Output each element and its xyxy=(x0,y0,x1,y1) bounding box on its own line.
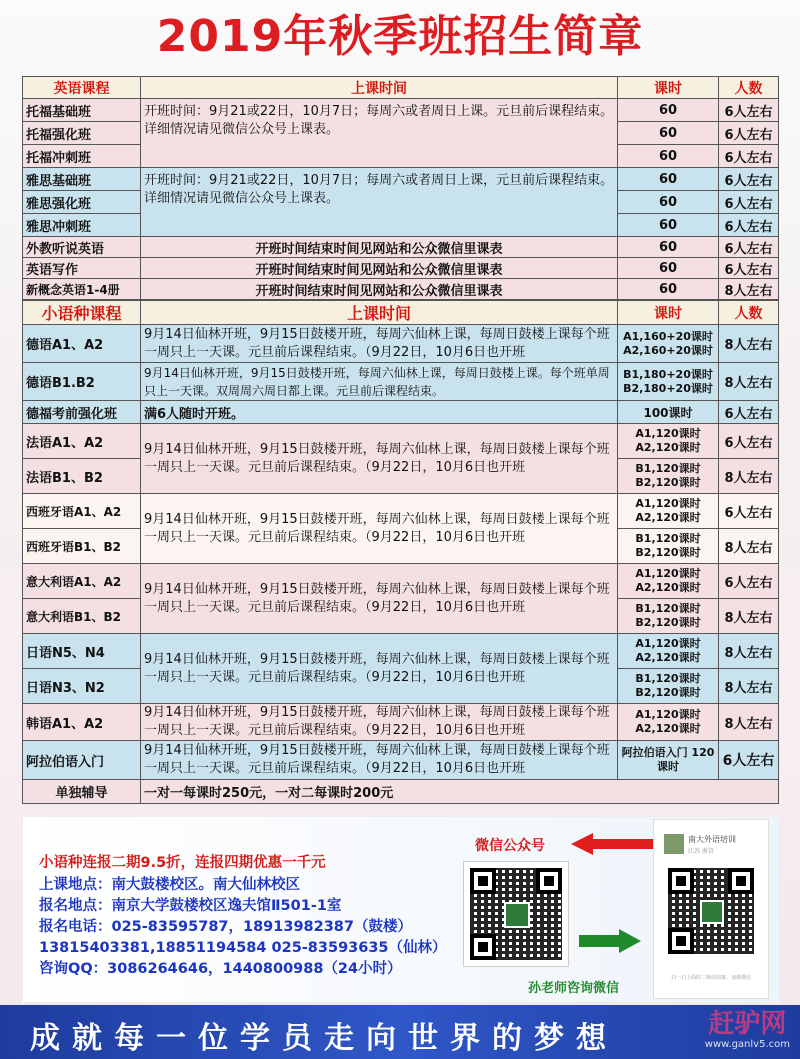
class-location: 上课地点：南大鼓楼校区。南大仙林校区 xyxy=(39,877,300,893)
page-title: 2019年秋季班招生简章 xyxy=(156,11,644,62)
course-people: 6人左右 xyxy=(719,741,779,780)
course-people: 6人左右 xyxy=(719,168,779,191)
course-time: 9月14日仙林开班，9月15日鼓楼开班，每周六仙林上课，每周日鼓楼上课每个班一周只上一天课。元旦前后课程结束。（9月22日，10月6日也开班 xyxy=(141,424,618,494)
course-time: 9月14日仙林开班，9月15日鼓楼开班，每周六仙林上课，每周日鼓楼上课每个班一周只上一天课。元旦前后课程结束。（9月22日，10月6日也开班 xyxy=(141,634,618,704)
course-hours: 60 xyxy=(618,237,719,258)
header-people: 人数 xyxy=(719,77,779,99)
course-people: 6人左右 xyxy=(719,258,779,279)
table-row xyxy=(23,99,779,122)
red-arrow-icon xyxy=(571,833,661,855)
teacher-wechat-card xyxy=(653,819,769,999)
course-hours: 60 xyxy=(618,99,719,122)
english-course-table xyxy=(22,76,779,300)
course-name: 托福强化班 xyxy=(23,122,141,145)
course-name: 德福考前强化班 xyxy=(23,401,141,424)
course-name: 雅思冲刺班 xyxy=(23,214,141,237)
wechat-official-label: 微信公众号 xyxy=(475,838,545,854)
tutor-row xyxy=(23,780,779,804)
course-hours: A1,120课时 A2,120课时 xyxy=(618,424,719,459)
course-people: 6人左右 xyxy=(719,191,779,214)
slogan: 成就每一位学员走向世界的梦想 xyxy=(30,1021,618,1056)
tutor-name: 单独辅导 xyxy=(23,780,141,804)
course-hours: 60 xyxy=(618,122,719,145)
course-time: 9月14日仙林开班，9月15日鼓楼开班，每周六仙林上课，每周日鼓楼上课每个班一周只上一天课。元旦前后课程结束。（9月22日，10月6日也开班 xyxy=(141,704,618,741)
course-time: 9月14日仙林开班，9月15日鼓楼开班，每周六仙林上课，每周日鼓楼上课。每个班单周只上一天课。双周周六周日都上课。元旦前后课程结束。 xyxy=(141,363,618,401)
course-people: 6人左右 xyxy=(719,401,779,424)
consult-qq: 咨询QQ：3086264646，1440800988（24小时） xyxy=(39,961,402,977)
course-hours: B1,180+20课时 B2,180+20课时 xyxy=(618,363,719,401)
course-people: 8人左右 xyxy=(719,599,779,634)
course-people: 6人左右 xyxy=(719,214,779,237)
course-hours: 60 xyxy=(618,214,719,237)
table-row xyxy=(23,325,779,363)
course-name: 阿拉伯语入门 xyxy=(23,741,141,780)
table-row xyxy=(23,363,779,401)
course-people: 8人左右 xyxy=(719,634,779,669)
course-name: 意大利语B1、B2 xyxy=(23,599,141,634)
course-hours: 60 xyxy=(618,145,719,168)
course-people: 8人左右 xyxy=(719,325,779,363)
course-hours: B1,120课时 B2,120课时 xyxy=(618,459,719,494)
table-row xyxy=(23,424,779,459)
table-row xyxy=(23,279,779,300)
course-hours: B1,120课时 B2,120课时 xyxy=(618,669,719,704)
course-name: 德语B1.B2 xyxy=(23,363,141,401)
header-people: 人数 xyxy=(719,301,779,325)
course-hours: A1,160+20课时 A2,160+20课时 xyxy=(618,325,719,363)
course-name: 日语N3、N2 xyxy=(23,669,141,704)
card-location: 江苏 南京 xyxy=(688,848,714,855)
course-hours: 阿拉伯语入门 120课时 xyxy=(618,741,719,780)
course-hours: 60 xyxy=(618,191,719,214)
course-hours: 60 xyxy=(618,258,719,279)
course-people: 8人左右 xyxy=(719,459,779,494)
course-people: 6人左右 xyxy=(719,564,779,599)
course-time: 开班时间结束时间见网站和公众微信里课表 xyxy=(141,258,618,279)
course-name: 韩语A1、A2 xyxy=(23,704,141,741)
minor-language-table xyxy=(22,300,779,804)
signup-phone: 报名电话：025-83595787，18913982387（鼓楼） xyxy=(39,919,412,935)
table-row xyxy=(23,704,779,741)
xianlin-phone: 13815403381,18851194584 025-83593635（仙林） xyxy=(39,940,447,956)
course-hours: A1,120课时 A2,120课时 xyxy=(618,494,719,529)
course-name: 日语N5、N4 xyxy=(23,634,141,669)
course-time: 开班时间结束时间见网站和公众微信里课表 xyxy=(141,279,618,300)
table-row xyxy=(23,634,779,669)
toefl-schedule: 开班时间：9月21或22日，10月7日；每周六或者周日上课。元旦前后课程结束。详细情况请见微信公众号上课表。 xyxy=(141,99,618,168)
course-hours: 60 xyxy=(618,168,719,191)
course-people: 8人左右 xyxy=(719,669,779,704)
course-name: 西班牙语A1、A2 xyxy=(23,494,141,529)
ielts-schedule: 开班时间：9月21或22日，10月7日；每周六或者周日上课，元旦前后课程结束。详细情况请见微信公众号上课表。 xyxy=(141,168,618,237)
course-time: 9月14日仙林开班，9月15日鼓楼开班，每周六仙林上课，每周日鼓楼上课每个班一周只上一天课。元旦前后课程结束。（9月22日，10月6日也开班 xyxy=(141,494,618,564)
course-hours: A1,120课时 A2,120课时 xyxy=(618,564,719,599)
course-hours: B1,120课时 B2,120课时 xyxy=(618,529,719,564)
green-arrow-icon xyxy=(579,929,641,953)
course-name: 雅思基础班 xyxy=(23,168,141,191)
contact-section xyxy=(22,816,780,1003)
table-row xyxy=(23,741,779,780)
teacher-wechat-label: 孙老师咨询微信 xyxy=(528,981,620,996)
tutor-price: 一对一每课时250元，一对二每课时200元 xyxy=(141,780,779,804)
course-time: 9月14日仙林开班，9月15日鼓楼开班，每周六仙林上课，每周日鼓楼上课每个班一周只上一天课。元旦前后课程结束。（9月22日，10月6日也开班 xyxy=(141,325,618,363)
course-people: 8人左右 xyxy=(719,363,779,401)
table-row xyxy=(23,168,779,191)
course-hours: A1,120课时 A2,120课时 xyxy=(618,634,719,669)
course-time: 满6人随时开班。 xyxy=(141,401,618,424)
course-name: 托福冲刺班 xyxy=(23,145,141,168)
course-hours: 100课时 xyxy=(618,401,719,424)
course-people: 6人左右 xyxy=(719,237,779,258)
minor-header-row xyxy=(23,301,779,325)
course-time: 9月14日仙林开班，9月15日鼓楼开班，每周六仙林上课，每周日鼓楼上课每个班一周只上一天课。元旦前后课程结束。（9月22日，10月6日也开班 xyxy=(141,564,618,634)
course-people: 8人左右 xyxy=(719,529,779,564)
header-course: 英语课程 xyxy=(23,77,141,99)
course-hours: 60 xyxy=(618,279,719,300)
signup-location: 报名地点：南京大学鼓楼校区逸夫馆Ⅱ501-1室 xyxy=(39,898,342,914)
header-hours: 课时 xyxy=(618,77,719,99)
course-name: 英语写作 xyxy=(23,258,141,279)
course-name: 外教听说英语 xyxy=(23,237,141,258)
promo-discount: 小语种连报二期9.5折，连报四期优惠一千元 xyxy=(39,855,326,871)
course-people: 8人左右 xyxy=(719,279,779,300)
course-name: 雅思强化班 xyxy=(23,191,141,214)
wechat-official-qr xyxy=(463,861,569,967)
avatar xyxy=(664,834,684,854)
course-people: 6人左右 xyxy=(719,494,779,529)
header-course: 小语种课程 xyxy=(23,301,141,325)
course-people: 6人左右 xyxy=(719,99,779,122)
table-row xyxy=(23,401,779,424)
english-header-row xyxy=(23,77,779,99)
header-time: 上课时间 xyxy=(141,301,618,325)
course-people: 6人左右 xyxy=(719,145,779,168)
table-row xyxy=(23,494,779,529)
header-time: 上课时间 xyxy=(141,77,618,99)
course-hours: A1,120课时 A2,120课时 xyxy=(618,704,719,741)
table-row xyxy=(23,237,779,258)
course-people: 8人左右 xyxy=(719,704,779,741)
course-name: 德语A1、A2 xyxy=(23,325,141,363)
teacher-wechat-qr xyxy=(666,866,756,956)
course-name: 新概念英语1-4册 xyxy=(23,279,141,300)
course-name: 法语B1、B2 xyxy=(23,459,141,494)
footer-banner xyxy=(0,1005,800,1059)
course-hours: B1,120课时 B2,120课时 xyxy=(618,599,719,634)
course-name: 意大利语A1、A2 xyxy=(23,564,141,599)
watermark-url: www.ganlv5.com xyxy=(704,1039,790,1050)
header-hours: 课时 xyxy=(618,301,719,325)
course-name: 西班牙语B1、B2 xyxy=(23,529,141,564)
card-note: 扫一扫上面的二维码图案，加我微信 xyxy=(670,975,751,981)
watermark xyxy=(705,1009,790,1050)
course-time: 开班时间结束时间见网站和公众微信里课表 xyxy=(141,237,618,258)
table-row xyxy=(23,564,779,599)
course-people: 6人左右 xyxy=(719,122,779,145)
course-time: 9月14日仙林开班，9月15日鼓楼开班，每周六仙林上课，每周日鼓楼上课每个班一周只上一天课。元旦前后课程结束。（9月22日，10月6日也开班 xyxy=(141,741,618,780)
card-name: 南大外语培训 xyxy=(688,835,736,844)
course-people: 6人左右 xyxy=(719,424,779,459)
course-name: 法语A1、A2 xyxy=(23,424,141,459)
table-row xyxy=(23,258,779,279)
watermark-text: 赶驴网 xyxy=(708,1009,787,1039)
course-name: 托福基础班 xyxy=(23,99,141,122)
